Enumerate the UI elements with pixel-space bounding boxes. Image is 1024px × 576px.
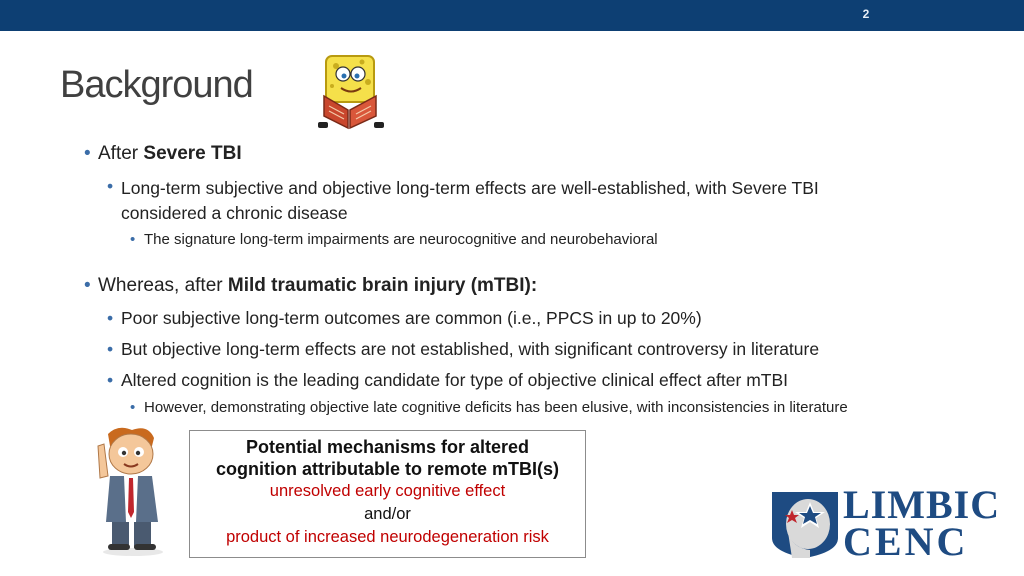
callout-option-1: unresolved early cognitive effect — [269, 482, 506, 500]
mechanisms-callout-box — [189, 430, 586, 558]
reading-cartoon-illustration — [314, 52, 388, 132]
limbic-cenc-logo-icon — [770, 488, 840, 560]
bold-term: Severe TBI — [143, 143, 242, 164]
callout-heading-line1: Potential mechanisms for altered — [245, 437, 530, 457]
page-number: 2 — [862, 7, 870, 21]
presenter-cartoon-illustration — [88, 426, 178, 556]
slide-title: Background — [60, 64, 253, 106]
logo-text-cenc: CENC — [843, 519, 969, 564]
bold-term: Mild traumatic brain injury (mTBI): — [227, 275, 538, 296]
logo-text-limbic: LIMBIC — [843, 482, 1001, 527]
callout-option-2: product of increased neurodegeneration risk — [226, 528, 549, 546]
callout-connector: and/or — [364, 505, 411, 523]
callout-heading-line2: cognition attributable to remote mTBI(s) — [215, 459, 559, 479]
